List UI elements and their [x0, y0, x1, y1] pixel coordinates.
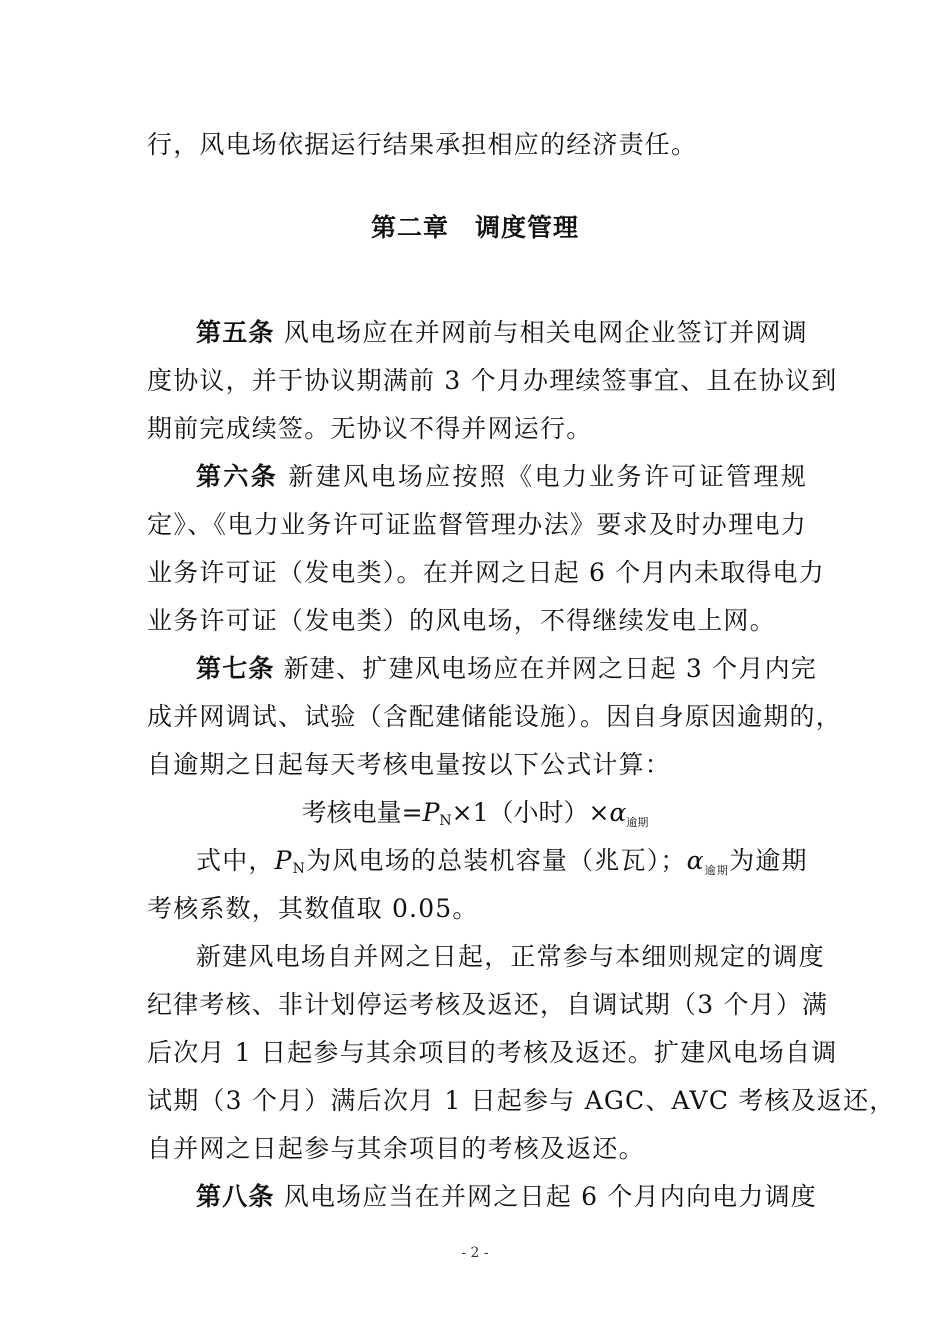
article-6-line-2: 定》、《电力业务许可证监督管理办法》要求及时办理电力	[147, 510, 807, 539]
formula-alpha: α	[609, 798, 627, 827]
article-5-line-1	[196, 318, 807, 348]
where-p-sub: N	[292, 861, 307, 877]
article-6-label: 第六条	[196, 462, 279, 491]
article-7-line-3: 自逾期之日起每天考核电量按以下公式计算：	[147, 750, 672, 779]
formula-lhs: 考核电量=	[301, 798, 423, 827]
where-post: 为逾期	[729, 846, 808, 875]
article-7-text-1: 新建、扩建风电场应在并网之日起 3 个月内完	[283, 654, 817, 683]
article-7-line-2: 成并网调试、试验（含配建储能设施）。因自身原因逾期的，	[147, 702, 842, 731]
where-p: P	[274, 846, 293, 875]
article-8-text-1: 风电场应当在并网之日起 6 个月内向电力调度	[283, 1182, 817, 1211]
where-line-2: 考核系数，其数值取 0.05。	[147, 894, 479, 923]
formula-alpha-sub: 逾期	[626, 816, 649, 829]
article-6-line-4: 业务许可证（发电类）的风电场，不得继续发电上网。	[147, 606, 776, 635]
article-7-label: 第七条	[196, 654, 275, 683]
article-8-label: 第八条	[196, 1182, 275, 1211]
where-alpha-sub: 逾期	[704, 864, 730, 877]
paragraph-new-line-4: 试期（3 个月）满后次月 1 日起参与 AGC、AVC 考核及返还，	[147, 1086, 896, 1115]
chapter-title: 调度管理	[475, 213, 580, 242]
article-7-line-1	[196, 654, 817, 684]
article-8-line-1	[196, 1182, 817, 1212]
article-5-line-2: 度协议，并于协议期满前 3 个月办理续签事宜、且在协议到	[147, 366, 838, 395]
formula-p: P	[422, 798, 440, 827]
formula-times: ×1（小时）×	[451, 798, 610, 827]
formula	[0, 798, 950, 838]
page-number: - 2 -	[461, 1245, 489, 1261]
chapter-heading	[0, 208, 950, 244]
chapter-number: 第二章	[370, 213, 449, 242]
where-mid: 为风电场的总装机容量（兆瓦）；	[306, 846, 687, 875]
article-5-line-3: 期前完成续签。无协议不得并网运行。	[147, 414, 593, 443]
paragraph-new-line-1: 新建风电场自并网之日起，正常参与本细则规定的调度	[196, 942, 825, 971]
where-line-1	[196, 846, 807, 886]
where-prefix: 式中，	[196, 846, 275, 875]
paragraph-new-line-5: 自并网之日起参与其余项目的考核及返还。	[147, 1134, 645, 1163]
paragraph-new-line-3: 后次月 1 日起参与其余项目的考核及返还。扩建风电场自调	[147, 1038, 838, 1067]
article-5-label: 第五条	[196, 318, 275, 347]
article-6-line-3: 业务许可证（发电类）。在并网之日起 6 个月内未取得电力	[147, 558, 825, 587]
formula-p-sub: N	[439, 813, 452, 829]
where-alpha: α	[686, 846, 705, 875]
continued-line: 行，风电场依据运行结果承担相应的经济责任。	[147, 130, 698, 159]
paragraph-new-line-2: 纪律考核、非计划停运考核及返还，自调试期（3 个月）满	[147, 990, 829, 1019]
article-6-line-1	[196, 462, 807, 492]
article-5-text-1: 风电场应在并网前与相关电网企业签订并网调	[283, 318, 808, 347]
article-6-text-1: 新建风电场应按照《电力业务许可证管理规	[288, 462, 807, 491]
